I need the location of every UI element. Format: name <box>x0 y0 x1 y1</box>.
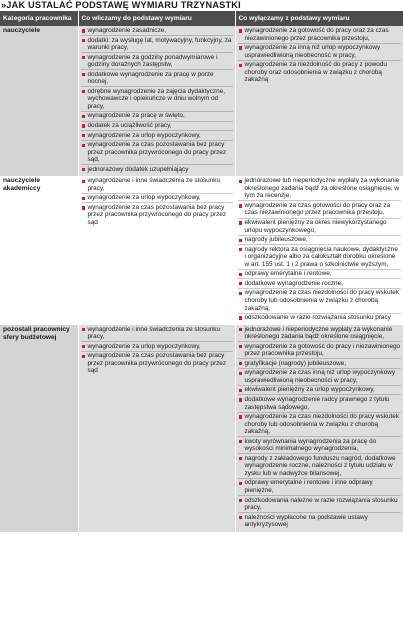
list-item: wynagrodzenie za czas inną niż urlop wypoczynkowy usprawiedliwioną nieobecności w pracy, <box>238 369 401 386</box>
included-cell <box>78 176 235 324</box>
list-item: wynagrodzenie za czas gotowości do pracy oraz za czas niezawinionego przez pracownika przestoju, <box>238 202 401 219</box>
header-excluded: Co wyłączamy z podstawy wymiaru <box>235 11 403 26</box>
list-item: wynagrodzenie za urlop wypoczynkowy, <box>81 194 233 203</box>
list-item: odszkodowania należne w razie rozwiązania stosunku pracy, <box>238 497 401 514</box>
list-item: dodatek za uciążliwość pracy, <box>81 122 233 131</box>
list-item: nagrody jubileuszowe, <box>238 236 401 245</box>
list-item: jednorazowe i nieperiodyczne wypłaty za wykonanie określonego zadania bądź określone osiągnięcie, <box>238 326 401 343</box>
list-item: dodatki: za wysługę lat, motywacyjny, funkcyjny, za warunki pracy, <box>81 37 233 54</box>
header-included: Co wliczamy do podstawy wymiaru <box>78 11 235 26</box>
list-item: nagrody rektora za osiągnięcia naukowe, dydaktyczne i organizacyjne albo za całokształt dorobku określone w art. 155 ust. 1 i 2 prawa o szkolnictwie wyższym, <box>238 246 401 270</box>
excluded-list <box>238 27 401 84</box>
table-body <box>0 26 403 532</box>
list-item: wynagrodzenie za gotowość do pracy oraz za czas niezawinionego przez pracownika przestoju, <box>238 27 401 44</box>
list-item: jednorazowe lub nieperiodyczne wypłaty za wykonanie określonego zadania bądź za określone osiągnięcie, w tym za recenzje, <box>238 177 401 201</box>
list-item: dodatkowe wynagrodzenie roczne, <box>238 280 401 289</box>
table-row <box>0 26 403 176</box>
list-item: należności wypłacone na podstawie ustawy antykryzysowej <box>238 514 401 530</box>
list-item: wynagrodzenie zasadnicze, <box>81 27 233 36</box>
list-item: odrębne wynagrodzenie za zajęcia dydaktyczne, wychowawcze i opiekuńcze w dniu wolnym od pracy, <box>81 88 233 112</box>
list-item: odprawy emerytalne i rentowe i inne odprawy pieniężne, <box>238 479 401 496</box>
list-item: dodatkowe wynagrodzenie radcy prawnego z tytułu zastępstwa sądowego, <box>238 396 401 413</box>
excluded-cell <box>235 26 403 176</box>
excluded-cell <box>235 176 403 324</box>
list-item: odprawy emerytalne i rentowe, <box>238 270 401 279</box>
table-title: »JAK USTALAĆ PODSTAWĘ WYMIARU TRZYNASTKI <box>1 0 241 10</box>
excluded-list <box>238 177 401 322</box>
list-item: wynagrodzenie i inne świadczenia ze stosunku pracy, <box>81 326 233 343</box>
included-list <box>81 177 233 227</box>
included-list <box>81 326 233 376</box>
table-row <box>0 325 403 532</box>
excluded-list <box>238 326 401 530</box>
table-row <box>0 176 403 324</box>
list-item: wynagrodzenie za czas pozostawania bez pracy przez pracownika przywróconego do pracy przez sąd, <box>81 141 233 165</box>
list-item: wynagrodzenie za inną niż urlop wypoczynkowy usprawiedliwioną nieobecność w pracy, <box>238 44 401 61</box>
list-item: wynagrodzenie i inne świadczenia ze stosunku pracy, <box>81 177 233 194</box>
list-item: wynagrodzenie za niezdolność do pracy z powodu choroby oraz odosobnienia w związku z chorobą zakaźną <box>238 61 401 84</box>
list-item: wynagrodzenie za pracę w święto, <box>81 112 233 121</box>
header-row <box>0 11 403 26</box>
included-cell <box>78 26 235 176</box>
included-cell <box>78 325 235 532</box>
list-item: nagrody z zakładowego funduszu nagród, dodatkowe wynagrodzenie roczne, należności z tytułu udziału w zysku lub w nadwyżce bilansowej, <box>238 455 401 479</box>
rules-table <box>0 11 403 532</box>
list-item: wynagrodzenie za gotowość do pracy i niezawinionego przez pracownika przestoju, <box>238 343 401 360</box>
list-item: wynagrodzenie za czas pozostawania bez pracy przez pracownika przywróconego do pracy przez sąd <box>81 352 233 375</box>
category-cell: pozostali pracownicy sfery budżetowej <box>0 325 78 532</box>
list-item: odszkodowanie w razie rozwiązania stosunku pracy <box>238 314 401 322</box>
list-item: gratyfikacje (nagrody) jubileuszowe, <box>238 360 401 369</box>
category-cell: nauczyciele <box>0 26 78 176</box>
list-item: wynagrodzenie za urlop wypoczynkowy, <box>81 343 233 352</box>
list-item: jednorazowy dodatek uzupełniający <box>81 166 233 174</box>
list-item: wynagrodzenie za czas pozostawania bez pracy przez pracownika przywróconego do pracy przez sąd <box>81 204 233 227</box>
category-cell: nauczyciele akademiccy <box>0 176 78 324</box>
list-item: ekwiwalent pieniężny za urlop wypoczynkowy, <box>238 386 401 395</box>
list-item: wynagrodzenie za czas niezdolności do pracy wskutek choroby lub odosobnienia w związku z chorobą zakaźną, <box>238 413 401 437</box>
list-item: wynagrodzenie za urlop wypoczynkowy, <box>81 132 233 141</box>
included-list <box>81 27 233 174</box>
list-item: kwoty wyrównania wynagrodzenia za pracę do wysokości minimalnego wynagrodzenia, <box>238 438 401 455</box>
excluded-cell <box>235 325 403 532</box>
list-item: dodatkowe wynagrodzenie za pracę w porze nocnej, <box>81 71 233 88</box>
header-category: Kategoria pracownika <box>0 11 78 26</box>
list-item: ekwiwalent pieniężny za okres niewykorzystanego urlopu wypoczynkowego, <box>238 219 401 236</box>
list-item: wynagrodzenie za godziny ponadwymiarowe i godziny doraźnych zastępstw, <box>81 54 233 71</box>
list-item: wynagrodzenie za czas niezdolności do pracy wskutek choroby lub odosobnienia w związku z chorobą zakaźną, <box>238 289 401 313</box>
